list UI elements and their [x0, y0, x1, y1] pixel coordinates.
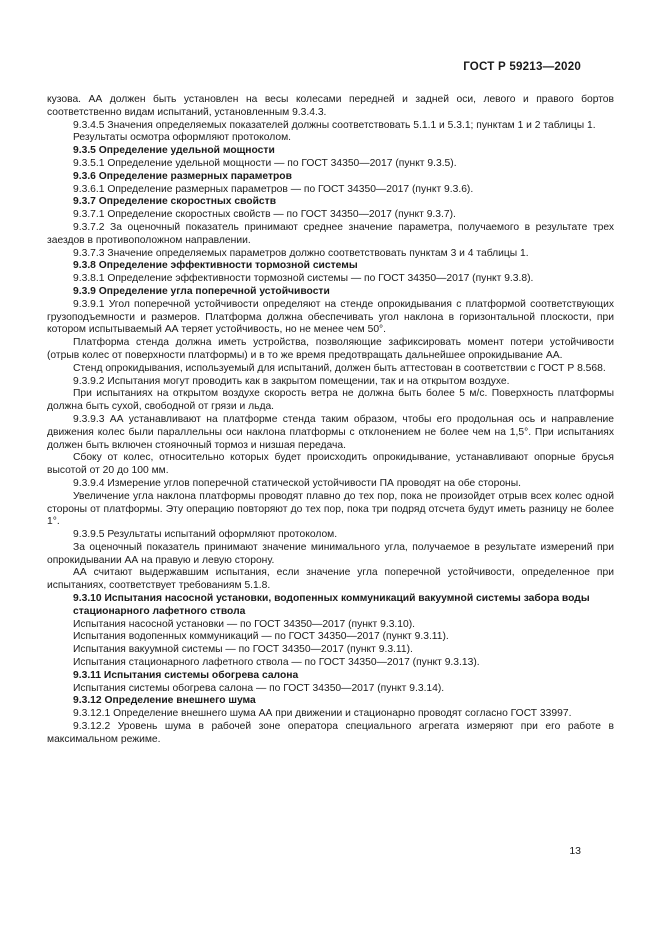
section-heading: 9.3.10 Испытания насосной установки, водопенных коммуникаций вакуумной системы забора воды стационарного лафетного ствола — [73, 593, 590, 617]
paragraph: Сбоку от колес, относительно которых будет происходить опрокидывание, устанавливают опорные брусья высотой от 20 до 100 мм. — [47, 452, 614, 477]
paragraph: 9.3.4.5 Значения определяемых показателей должны соответствовать 5.1.1 и 5.3.1; пунктам 1 и 2 таблицы 1. — [73, 119, 596, 131]
paragraph: Испытания насосной установки — по ГОСТ 34350—2017 (пункт 9.3.10). — [73, 618, 416, 630]
paragraph: При испытаниях на открытом воздухе скорость ветра не должна быть более 5 м/с. Поверхность платформы должна быть сухой, свободной от грязи и льда. — [47, 388, 614, 413]
section-heading: 9.3.7 Определение скоростных свойств — [73, 196, 277, 208]
paragraph: Стенд опрокидывания, используемый для испытаний, должен быть аттестован в соответствии с ГОСТ Р 8.568. — [73, 362, 606, 374]
paragraph: 9.3.5.1 Определение удельной мощности — по ГОСТ 34350—2017 (пункт 9.3.5). — [73, 157, 457, 169]
paragraph: Платформа стенда должна иметь устройства, позволяющие зафиксировать момент потери устойчивости (отрыв колес от поверхности платформы) и в то же время предотвращать дальнейшее опрокидывание АА. — [47, 337, 614, 361]
paragraph: 9.3.7.2 За оценочный показатель принимают среднее значение параметра, получаемого в результате трех заездов в противоположном направлении. — [47, 221, 614, 246]
paragraph: Испытания стационарного лафетного ствола — по ГОСТ 34350—2017 (пункт 9.3.13). — [73, 657, 480, 669]
section-heading: 9.3.5 Определение удельной мощности — [73, 145, 275, 157]
page-number: 13 — [569, 845, 581, 857]
paragraph: 9.3.12.1 Определение внешнего шума АА при движении и стационарно проводят согласно ГОСТ 33997. — [73, 708, 572, 720]
paragraph: 9.3.8.1 Определение эффективности тормозной системы — по ГОСТ 34350—2017 (пункт 9.3.8). — [73, 273, 534, 285]
paragraph: 9.3.7.1 Определение скоростных свойств — по ГОСТ 34350—2017 (пункт 9.3.7). — [73, 209, 456, 221]
paragraph: Результаты осмотра оформляют протоколом. — [73, 132, 292, 144]
section-heading: 9.3.12 Определение внешнего шума — [73, 695, 256, 707]
paragraph: 9.3.9.1 Угол поперечной устойчивости определяют на стенде опрокидывания с платформой соответствующих грузоподъемности и размеров. Платформа должна обеспечивать угол наклона в горизонтальной плоскости, при котором испытываемый АА теряет устойчивость, но не менее чем 50°. — [47, 298, 614, 336]
paragraph: 9.3.9.5 Результаты испытаний оформляют протоколом. — [73, 529, 338, 541]
paragraph: 9.3.9.3 АА устанавливают на платформе стенда таким образом, чтобы его продольная ось и направление движения колес были параллельны оси наклона платформы с отклонением не более чем на 1,5°. При испытаниях должен быть включен стояночный тормоз и низшая передача. — [47, 413, 614, 451]
paragraph: Испытания системы обогрева салона — по ГОСТ 34350—2017 (пункт 9.3.14). — [73, 682, 445, 694]
paragraph: Увеличение угла наклона платформы проводят плавно до тех пор, пока не произойдет отрыв всех колес одной стороны от платформы. Эту операцию повторяют до тех пор, пока три подряд отсчета будут иметь разницу не более 1°. — [47, 490, 614, 528]
section-heading: 9.3.11 Испытания системы обогрева салона — [73, 669, 299, 681]
document-body — [47, 94, 614, 747]
paragraph: 9.3.9.4 Измерение углов поперечной статической устойчивости ПА проводят на обе стороны. — [73, 477, 521, 489]
section-heading: 9.3.8 Определение эффективности тормозной системы — [73, 260, 358, 272]
paragraph: АА считают выдержавшим испытания, если значение угла поперечной устойчивости, определенное при испытаниях, соответствует требованиям 5.1.8. — [47, 567, 614, 592]
paragraph: Испытания водопенных коммуникаций — по ГОСТ 34350—2017 (пункт 9.3.11). — [73, 631, 449, 643]
paragraph: За оценочный показатель принимают значение минимального угла, получаемое в результате измерений при опрокидывании АА на правую и левую сторону. — [47, 541, 614, 566]
section-heading: 9.3.6 Определение размерных параметров — [73, 170, 292, 182]
paragraph: 9.3.7.3 Значение определяемых параметров должно соответствовать пунктам 3 и 4 таблицы 1. — [73, 247, 529, 259]
paragraph: 9.3.9.2 Испытания могут проводить как в закрытом помещении, так и на открытом воздухе. — [73, 375, 510, 387]
paragraph: 9.3.12.2 Уровень шума в рабочей зоне оператора специального агрегата измеряют при его работе в максимальном режиме. — [47, 721, 614, 745]
document-header: ГОСТ Р 59213—2020 — [463, 60, 581, 73]
paragraph: 9.3.6.1 Определение размерных параметров — по ГОСТ 34350—2017 (пункт 9.3.6). — [73, 183, 474, 195]
section-heading: 9.3.9 Определение угла поперечной устойчивости — [73, 285, 330, 297]
paragraph: Испытания вакуумной системы — по ГОСТ 34350—2017 (пункт 9.3.11). — [73, 644, 413, 656]
paragraph: кузова. АА должен быть установлен на весы колесами передней и задней оси, левого и правого бортов соответственно видам испытаний, установленным 9.3.4.3. — [47, 94, 614, 118]
